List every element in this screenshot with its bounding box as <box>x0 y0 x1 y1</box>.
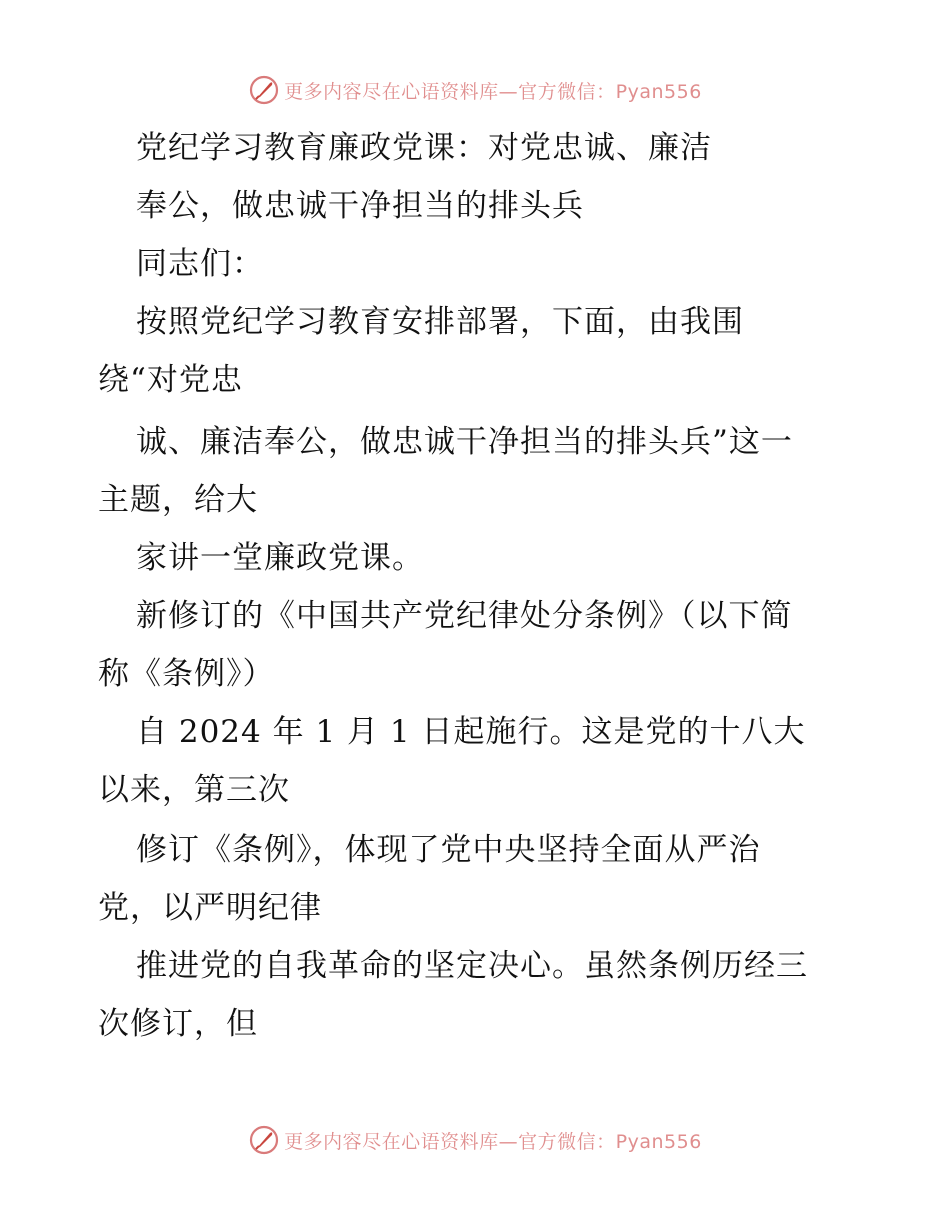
body-line: 诚、廉洁奉公，做忠诚干净担当的排头兵”这一 <box>136 424 793 460</box>
footer-watermark <box>0 1120 950 1160</box>
feather-pen-logo <box>248 1124 280 1156</box>
body-line: 家讲一堂廉政党课。 <box>136 540 424 576</box>
title-line-1: 党纪学习教育廉政党课：对党忠诚、廉洁 <box>136 130 712 166</box>
body-line: 自 2024 年 1 月 1 日起施行。这是党的十八大 <box>136 714 806 750</box>
watermark-text: 更多内容尽在心语资料库—官方微信：Pyan556 <box>284 1130 702 1153</box>
body-line: 推进党的自我革命的坚定决心。虽然条例历经三 <box>136 948 808 984</box>
body-line: 次修订，但 <box>98 1006 258 1042</box>
salutation: 同志们： <box>136 246 264 282</box>
watermark-text: 更多内容尽在心语资料库—官方微信：Pyan556 <box>284 80 702 103</box>
header-watermark <box>0 70 950 110</box>
body-line: 以来，第三次 <box>98 772 290 808</box>
body-line: 党，以严明纪律 <box>98 890 322 926</box>
feather-pen-logo <box>248 74 280 106</box>
title-line-2: 奉公，做忠诚干净担当的排头兵 <box>136 188 584 224</box>
body-line: 按照党纪学习教育安排部署，下面，由我围 <box>136 304 744 340</box>
body-line: 绕“对党忠 <box>98 362 243 398</box>
body-line: 主题，给大 <box>98 482 258 518</box>
body-line: 新修订的《中国共产党纪律处分条例》（以下简 <box>136 598 793 634</box>
body-line: 修订《条例》，体现了党中央坚持全面从严治 <box>136 832 761 868</box>
body-line: 称《条例》） <box>98 656 275 692</box>
